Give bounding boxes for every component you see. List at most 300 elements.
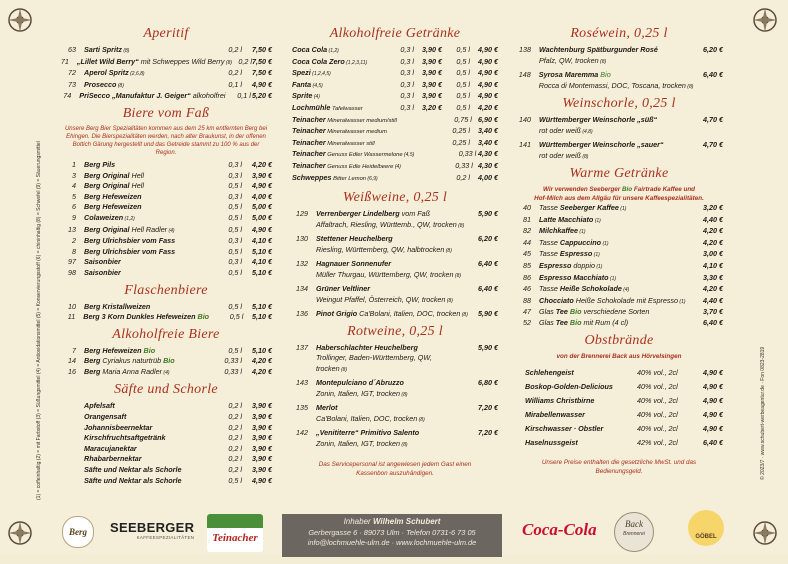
item-number: 45 (523, 249, 531, 259)
menu-item (515, 261, 723, 273)
item-price: 3,90 € (252, 454, 272, 464)
menu-item (515, 284, 723, 296)
item-allergens: (1) (578, 229, 586, 236)
item-detail: Cyriakus naturtrüb (100, 356, 162, 366)
section-title-alkfrei-biere: Alkoholfreie Biere (112, 326, 220, 342)
item-name (77, 57, 232, 69)
item-price-large: 4,90 € (478, 56, 498, 66)
item-price: 3,30 € (703, 272, 723, 282)
item-allergens: (8) (460, 312, 468, 319)
item-name (84, 213, 206, 225)
item-price: 6,40 € (703, 70, 723, 79)
wine-description: Ca'Bolani, Italien, DOC, trocken (8) (316, 413, 425, 423)
item-title: Teinacher (292, 126, 326, 136)
seeberger-logo: SEEBERGER KAFFEESPEZIALITÄTEN (110, 520, 195, 540)
item-name (84, 202, 206, 213)
item-allergens: (1) (594, 263, 603, 270)
item-name (84, 80, 206, 92)
item-allergens: (1) (592, 252, 600, 259)
item-price: 3,90 € (252, 443, 272, 453)
item-detail: Maria Anna Radler (100, 366, 163, 376)
item-name (539, 261, 693, 273)
item-price-small: 3,90 € (422, 45, 442, 54)
menu-item (60, 236, 272, 247)
menu-item (515, 249, 723, 261)
section-title-warm: Warme Getränke (569, 166, 669, 181)
item-name (84, 423, 206, 434)
item-title: Säfte und Nektar als Schorle (84, 475, 182, 485)
web-line[interactable]: info@lochmuehle-ulm.de · www.lochmuehle-ulm.de (307, 538, 477, 547)
item-name (84, 236, 206, 247)
wine-title: Württemberger Weinschorle „sauer“ (539, 140, 664, 149)
menu-item (60, 444, 272, 455)
compass-ornament-icon (7, 7, 33, 33)
item-price: 4,40 € (703, 214, 723, 224)
wine-name (539, 70, 694, 81)
item-allergens: (1,2) (123, 215, 135, 222)
item-number: 82 (523, 226, 531, 236)
weisswein-list (292, 209, 498, 321)
item-allergens: (4) (621, 287, 630, 294)
obstbraende-list (515, 366, 723, 450)
item-title: „Lillet Wild Berry“ (76, 56, 139, 66)
item-title: Aperol Spritz (84, 68, 129, 78)
item-title: Cappuccino (559, 237, 602, 247)
goebel-logo: GÖBEL (688, 510, 724, 546)
item-allergens: (4) (167, 227, 175, 234)
wine-name (316, 209, 468, 220)
item-title: Teinacher (292, 160, 326, 170)
item-volume: 40% vol., 2cl (637, 395, 678, 405)
wine-text (316, 403, 468, 425)
item-name (84, 433, 206, 444)
item-price: 6,40 € (703, 437, 723, 447)
item-price-large: 4,90 € (478, 79, 498, 89)
item-volume: 40% vol., 2cl (637, 367, 678, 377)
item-volume: 0,5 l (228, 345, 242, 355)
menu-item (292, 57, 498, 69)
item-price: 4,90 € (252, 79, 272, 89)
item-price: 3,90 € (252, 465, 272, 475)
section-title-obst: Obstbrände (584, 332, 654, 348)
wine-name (316, 259, 468, 270)
item-name (515, 436, 637, 450)
item-number: 2 (72, 236, 76, 246)
item-detail: Mineralwasser still (325, 140, 375, 147)
item-price: 6,40 € (478, 284, 498, 294)
menu-item (60, 257, 272, 268)
wine-item (515, 140, 723, 162)
item-vessel: Tasse (539, 249, 560, 259)
item-price: 4,20 € (703, 226, 723, 236)
item-price: 4,90 € (703, 381, 723, 391)
wine-item (515, 45, 723, 67)
item-allergens: (1) (593, 217, 601, 224)
wine-title: Syrosa Maremma (538, 70, 599, 79)
menu-item (60, 171, 272, 182)
item-volume: 0,33 l (224, 366, 242, 376)
item-number: 72 (68, 68, 76, 78)
wine-item (292, 259, 498, 281)
item-number: 44 (523, 237, 531, 247)
item-price: 4,90 € (252, 475, 272, 485)
item-title: Berg (84, 366, 101, 376)
wine-description: Riesling, Württemberg, QW, halbtrocken (8) (316, 244, 452, 254)
item-price: 4,90 € (252, 181, 272, 191)
item-price-small: 3,90 € (422, 79, 442, 89)
section-title-weiss: Weißweine, 0,25 l (342, 190, 448, 206)
item-allergens: (8) (417, 416, 425, 423)
menu-item (60, 433, 272, 444)
item-number: 148 (518, 70, 531, 79)
menu-item (60, 401, 272, 412)
menu-item (60, 454, 272, 465)
item-number: 97 (68, 257, 76, 267)
item-number: 129 (296, 209, 308, 219)
item-name (84, 181, 206, 192)
rotwein-list (292, 343, 498, 451)
item-name (84, 302, 206, 313)
item-title: Teinacher (292, 137, 326, 147)
item-price: 5,90 € (478, 209, 498, 219)
item-number: 140 (519, 115, 531, 124)
wine-text (539, 45, 693, 67)
item-title: Coca Cola Zero (292, 56, 345, 66)
item-allergens: (8) (121, 48, 130, 54)
compass-ornament-icon (7, 520, 33, 546)
item-price: 5,10 € (252, 312, 272, 322)
menu-item (515, 226, 723, 238)
item-number: 142 (296, 428, 308, 438)
menu-item (60, 160, 272, 171)
item-title: Tee (555, 317, 568, 327)
menu-item (515, 318, 723, 329)
menu-item (515, 273, 723, 285)
item-price-large: 6,90 € (478, 114, 499, 124)
item-name (515, 366, 637, 380)
wine-text (316, 378, 468, 400)
item-volume-large: 0,25 l (452, 137, 470, 147)
item-number: 46 (523, 284, 531, 294)
item-name (539, 284, 693, 296)
wine-description: Pfalz, QW, trocken (8) (539, 55, 607, 65)
item-price: 5,00 € (252, 212, 272, 222)
item-volume: 0,3 l (228, 257, 242, 267)
item-price: 5,90 € (478, 309, 498, 319)
item-name (292, 149, 414, 161)
item-volume-large: 0,33 l (455, 160, 473, 170)
bio-badge: Bio (567, 307, 582, 317)
item-price: 4,10 € (252, 236, 272, 246)
item-name (515, 422, 637, 436)
item-number: 52 (523, 317, 531, 327)
item-vessel: Glas (539, 307, 556, 317)
item-volume: 0,2 l (228, 68, 242, 78)
item-allergens: (4,5) (311, 82, 323, 89)
item-title: Orangensaft (84, 412, 127, 422)
item-volume: 0,2 l (228, 433, 242, 443)
item-volume: 40% vol., 2cl (637, 423, 678, 433)
menu-item (60, 80, 272, 92)
rosewein-list (515, 45, 723, 92)
item-name (84, 171, 206, 182)
item-name (515, 380, 637, 394)
item-title: Teinacher (292, 149, 326, 159)
item-name (292, 68, 390, 80)
menu-item (515, 380, 723, 394)
item-title: Berg Original (84, 224, 130, 234)
item-title: Apfelsaft (84, 401, 115, 411)
item-volume-large: 0,5 l (456, 102, 470, 112)
item-price: 3,90 € (252, 433, 272, 443)
item-number: 136 (296, 309, 308, 319)
item-price: 7,50 € (252, 56, 272, 66)
item-number: 74 (63, 91, 72, 101)
menu-item (60, 423, 272, 434)
item-allergens: (4,8) (580, 128, 593, 135)
wine-text (539, 115, 693, 137)
item-price: 3,70 € (703, 307, 723, 317)
item-volume-small: 0,3 l (400, 79, 414, 89)
item-number: 137 (296, 342, 308, 352)
item-allergens: (8) (400, 391, 408, 398)
menu-item (292, 173, 498, 185)
item-allergens: (8) (685, 83, 694, 90)
column-middle (292, 22, 498, 478)
item-volume-large: 0,33 l (458, 149, 477, 159)
item-number: 86 (523, 272, 531, 282)
item-title: Mirabellenwasser (525, 409, 585, 419)
berg-note: Unsere Berg Bier Spezialitäten kommen aus dem 25 km entfernten Berg bei Ehingen. Die Bierspezialitäten werden, nach alter Braukunst, in der offenen Bottich Gärung hergestellt und das Getreide stammt zu 100 % aus der Region. (64, 125, 268, 156)
wine-text (539, 140, 693, 162)
item-title: Berg Original (84, 181, 130, 191)
bio-badge: Bio (567, 317, 582, 327)
item-title: Williams Christbirne (525, 395, 595, 405)
item-name (539, 318, 693, 329)
item-title: Coca Cola (292, 45, 328, 54)
item-title: Boskop-Golden-Delicious (525, 381, 613, 391)
item-volume-large: 0,5 l (456, 45, 470, 54)
item-price: 6,20 € (478, 234, 498, 244)
item-volume: 40% vol., 2cl (637, 381, 678, 391)
wine-item (515, 115, 723, 137)
wine-item (292, 209, 498, 231)
item-allergens: (8) (116, 82, 124, 89)
wine-title: Grüner Veltliner (316, 284, 371, 294)
item-title: Berg Ulrichsbier vom Fass (84, 246, 176, 256)
alkfrei-biere-list (60, 346, 272, 379)
item-detail: Mineralwasser medium (325, 129, 387, 136)
item-price-large: 3,40 € (478, 126, 498, 136)
compass-ornament-icon (752, 520, 778, 546)
menu-item (292, 126, 498, 138)
item-title: Berg Hefeweizen (84, 202, 142, 212)
item-name (292, 45, 390, 57)
item-name (539, 296, 693, 308)
wine-name (316, 343, 468, 354)
item-volume: 0,3 l (228, 159, 242, 169)
item-allergens: (4) (312, 94, 320, 101)
wine-text (316, 234, 468, 256)
menu-item (515, 422, 723, 436)
item-volume: 0,3 l (228, 236, 242, 246)
column-right (515, 22, 723, 476)
item-detail: mit Schweppes Wild Berry (138, 56, 225, 66)
item-title: Maracujanektar (84, 443, 137, 453)
item-price: 4,20 € (252, 356, 272, 366)
wine-item (515, 70, 723, 92)
wine-name (316, 428, 468, 439)
item-title: Espresso (559, 249, 593, 259)
item-vessel: Tasse (539, 284, 560, 294)
item-name (292, 161, 401, 173)
menu-item (60, 367, 272, 379)
agency-credit: © 2023/7 · www.schubert-werbeagentur.de · Fon 0823-2819 (760, 346, 766, 480)
wine-description: Rocca di Montemassi, DOC, Toscana, trocken (8) (538, 80, 694, 90)
menu-item (292, 68, 498, 80)
item-number: 135 (296, 403, 308, 413)
item-price-large: 4,20 € (478, 102, 498, 112)
item-volume: 0,2 l (228, 45, 242, 54)
item-title: Haselnussgeist (525, 437, 578, 447)
item-allergens: (8) (453, 272, 462, 279)
item-name (84, 346, 206, 357)
item-price: 4,20 € (252, 366, 272, 376)
item-price-large: 4,90 € (478, 68, 498, 78)
item-title: Berg Hefeweizen (84, 191, 142, 201)
item-volume: 0,5 l (228, 224, 242, 234)
item-volume-large: 0,75 l (454, 114, 472, 124)
item-title: Johannisbeernektar (84, 422, 153, 432)
item-allergens: (1) (618, 206, 627, 212)
wine-text (316, 259, 468, 281)
item-name (515, 408, 637, 422)
item-title: Latte Macchiato (539, 214, 594, 224)
teinacher-logo: Teinacher (207, 514, 263, 552)
menu-item (60, 302, 272, 313)
item-detail: Mineralwasser medium/still (325, 117, 397, 124)
item-title: Seeberger Kaffee (559, 203, 619, 212)
menu-item (60, 181, 272, 192)
item-vessel: Tasse (539, 237, 560, 247)
wine-item (292, 403, 498, 425)
menu-item (292, 80, 498, 92)
item-price: 3,90 € (252, 401, 272, 411)
menu-item (60, 45, 272, 57)
item-title: Berg 3 Korn Dunkles Hefeweizen (83, 312, 196, 322)
item-volume: 0,5 l (228, 301, 242, 311)
item-price: 6,80 € (478, 378, 498, 388)
item-price: 4,90 € (252, 224, 272, 234)
item-name (539, 238, 693, 250)
item-title: Berg Pils (84, 159, 116, 169)
item-name (84, 192, 206, 203)
item-number: 132 (296, 259, 308, 269)
mwst-note: Unsere Preise enthalten die gesetzliche MwSt. und das Bedienungsgeld. (541, 458, 697, 475)
item-number: 71 (60, 56, 69, 66)
item-number: 5 (72, 191, 76, 201)
item-allergens: (1,2,4,5) (310, 71, 331, 78)
item-price-large: 4,90 € (478, 45, 498, 54)
wine-description: Zonin, Italien, IGT, trocken (8) (316, 438, 408, 448)
bio-badge: Bio (141, 345, 156, 355)
item-name (292, 115, 397, 127)
menu-item (292, 115, 498, 127)
menu-item (60, 202, 272, 213)
item-title: Saisonbier (84, 267, 121, 277)
wine-item (292, 234, 498, 256)
item-price: 3,00 € (703, 249, 723, 259)
item-volume: 0,2 l (238, 56, 253, 66)
item-number: 63 (68, 45, 76, 54)
item-price: 4,40 € (703, 295, 723, 305)
item-detail: Hell (129, 170, 144, 180)
item-name (292, 103, 390, 115)
item-volume: 0,5 l (229, 312, 244, 322)
wine-title: Haberschlachter Heuchelberg (316, 342, 418, 352)
item-title: Rhabarbernektar (84, 454, 142, 464)
section-title-aperitif: Aperitif (143, 26, 189, 41)
item-volume-large: 0,5 l (456, 56, 470, 66)
item-volume: 40% vol., 2cl (637, 409, 678, 419)
item-allergens: (8) (456, 222, 465, 229)
item-volume-large: 0,5 l (456, 68, 470, 78)
wine-name (316, 309, 468, 321)
item-number: 14 (68, 356, 76, 366)
item-title: Saisonbier (84, 257, 121, 267)
item-number: 9 (72, 212, 76, 222)
item-allergens: (8) (444, 247, 452, 254)
item-title: Säfte und Nektar als Schorle (84, 465, 182, 475)
section-title-rot: Rotweine, 0,25 l (347, 323, 443, 339)
item-detail: Hell (129, 181, 144, 191)
item-title: Lochmühle (292, 102, 331, 112)
item-name (79, 91, 225, 102)
wine-text (316, 284, 468, 306)
compass-ornament-icon (752, 7, 778, 33)
wine-name (539, 115, 693, 126)
wine-name (316, 378, 468, 389)
item-title: Teinacher (292, 114, 326, 124)
menu-item (515, 394, 723, 408)
item-allergens: (1,2,3,11) (344, 59, 368, 66)
item-volume-large: 0,5 l (456, 79, 470, 89)
item-price: 5,00 € (252, 202, 272, 212)
item-number: 13 (68, 224, 76, 234)
item-number: 130 (296, 234, 308, 244)
wine-description: Müller Thurgau, Württemberg, QW, trocken (8) (316, 269, 462, 279)
menu-item (515, 366, 723, 380)
wine-item (292, 428, 498, 450)
item-title: Sprite (292, 91, 313, 101)
item-title: Schlehengeist (525, 367, 574, 377)
item-name (84, 268, 206, 279)
section-title-rose: Roséwein, 0,25 l (570, 26, 668, 41)
item-price-large: 3,40 € (478, 137, 498, 147)
wine-title: Wachtenburg Spätburgunder Rosé (539, 45, 658, 54)
bio-badge: Bio (598, 70, 611, 79)
item-price: 5,10 € (252, 345, 272, 355)
section-title-fass: Biere vom Faß (122, 105, 210, 121)
item-price: 4,20 € (703, 284, 723, 294)
item-volume: 0,2 l (228, 443, 242, 453)
section-title-saefte: Säfte und Schorle (114, 382, 218, 398)
item-volume: 0,2 l (228, 422, 242, 432)
item-name (84, 68, 206, 80)
item-name (292, 57, 390, 69)
item-name (539, 215, 693, 227)
item-title: Kirschfruchtsaftgetränk (84, 433, 166, 443)
